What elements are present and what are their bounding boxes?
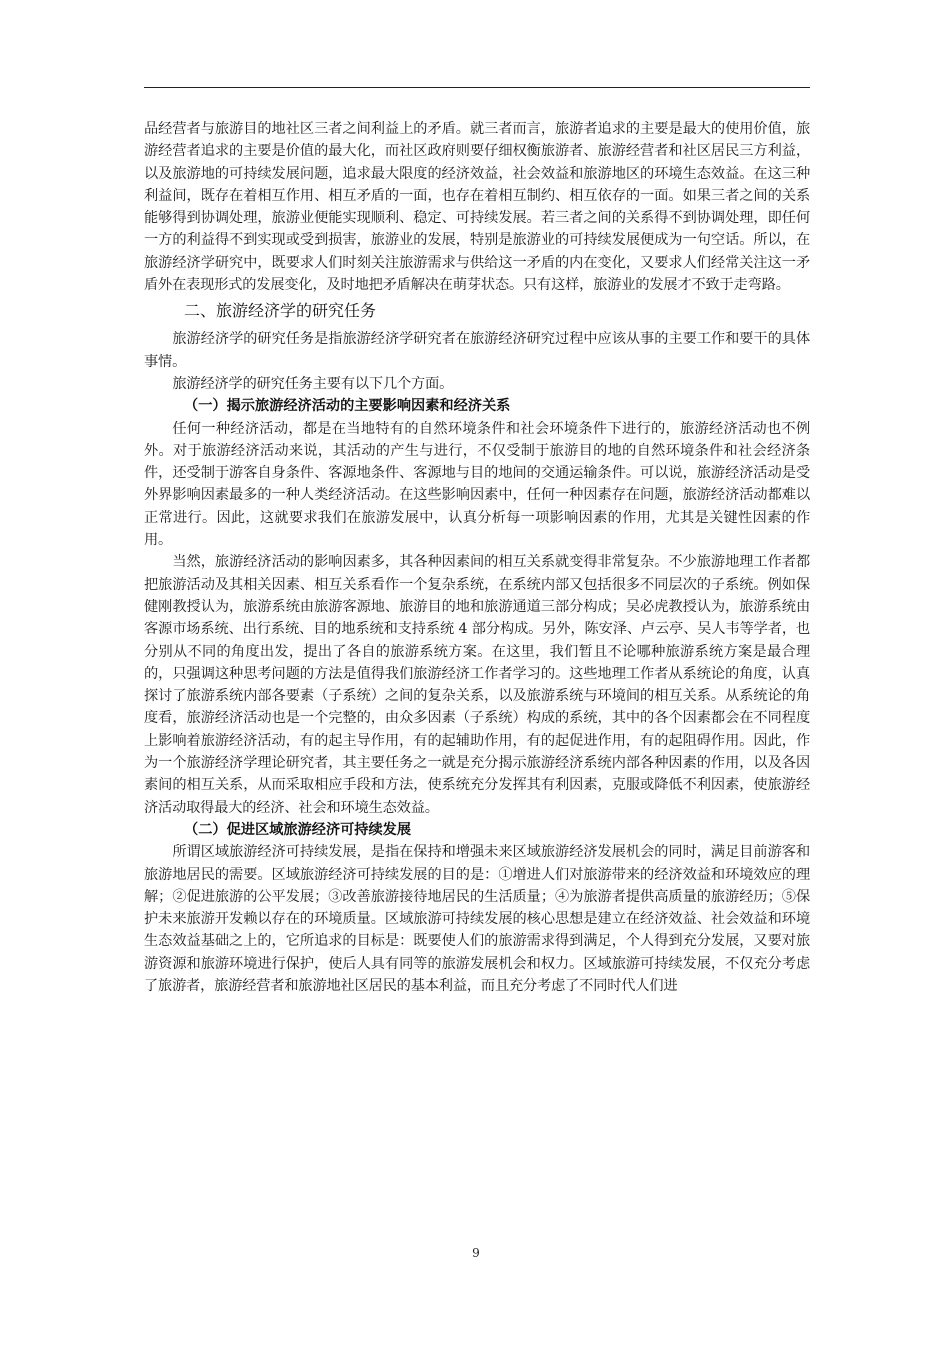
paragraph-sustainable-development: 所谓区域旅游经济可持续发展，是指在保持和增强未来区域旅游经济发展机会的同时，满足目前游客和旅游地居民的需要。区域旅游经济可持续发展的目的是：①增进人们对旅游带来的经济效益和环境效应的理解；②促进旅游的公平发展；③改善旅游接待地居民的生活质量；④为旅游者提供高质量的旅游经历；⑤保护未来旅游开发赖以存在的环境质量。区域旅游可持续发展的核心思想是建立在经济效益、社会效益和环境生态效益基础之上的，它所追求的目标是：既要使人们的旅游需求得到满足，个人得到充分发展，又要对旅游资源和旅游环境进行保护，使后人具有同等的旅游发展机会和权力。区域旅游可持续发展，不仅充分考虑了旅游者，旅游经营者和旅游地社区居民的基本利益，而且充分考虑了不同时代人们进 <box>144 844 810 994</box>
subheading-sustainable-development: （二）促进区域旅游经济可持续发展 <box>184 821 412 838</box>
header-rule <box>144 87 810 88</box>
section-heading-research-tasks: 二、旅游经济学的研究任务 <box>184 301 377 321</box>
paragraph-task-definition: 旅游经济学的研究任务是指旅游经济学研究者在旅游经济研究过程中应该从事的主要工作和要干的具体事情。 <box>144 331 810 370</box>
subheading-influencing-factors: （一）揭示旅游经济活动的主要影响因素和经济关系 <box>184 398 511 415</box>
paragraph-influencing-factors: 任何一种经济活动，都是在当地特有的自然环境条件和社会环境条件下进行的，旅游经济活动也不例外。对于旅游经济活动来说，其活动的产生与进行，不仅受制于旅游目的地的自然环境条件和社会经济条件，还受制于游客自身条件、客源地条件、客源地与目的地间的交通运输条件。可以说，旅游经济活动是受外界影响因素最多的一种人类经济活动。在这些影响因素中，任何一种因素存在问题，旅游经济活动都难以正常进行。因此，这就要求我们在旅游发展中，认真分析每一项影响因素的作用，尤其是关键性因素的作用。 <box>144 420 810 549</box>
paragraph-task-intro: 旅游经济学的研究任务主要有以下几个方面。 <box>172 375 454 392</box>
page-body <box>144 118 810 997</box>
page-number: 9 <box>472 1246 480 1260</box>
paragraph-continuation: 品经营者与旅游目的地社区三者之间利益上的矛盾。就三者而言，旅游者追求的主要是最大的使用价值，旅游经营者追求的主要是价值的最大化，而社区政府则要仔细权衡旅游者、旅游经营者和社区居民三方利益，以及旅游地的可持续发展问题，追求最大限度的经济效益，社会效益和旅游地区的环境生态效益。在这三种利益间，既存在着相互作用、相互矛盾的一面，也存在着相互制约、相互依存的一面。如果三者之间的关系能够得到协调处理，旅游业便能实现顺利、稳定、可持续发展。若三者之间的关系得不到协调处理，即任何一方的利益得不到实现或受到损害，旅游业的发展，特别是旅游业的可持续发展便成为一句空话。所以，在旅游经济学研究中，既要求人们时刻关注旅游需求与供给这一矛盾的内在变化，又要求人们经常关注这一矛盾外在表现形式的发展变化，及时地把矛盾解决在萌芽状态。只有这样，旅游业的发展才不致于走弯路。 <box>144 121 810 294</box>
paragraph-tourism-system: 当然，旅游经济活动的影响因素多，其各种因素间的相互关系就变得非常复杂。不少旅游地理工作者都把旅游活动及其相关因素、相互关系看作一个复杂系统，在系统内部又包括很多不同层次的子系统。例如保健刚教授认为，旅游系统由旅游客源地、旅游目的地和旅游通道三部分构成；吴必虎教授认为，旅游系统由客源市场系统、出行系统、目的地系统和支持系统 4 部分构成。另外，陈安泽、卢云亭、吴人韦等学者，也分别从不同的角度出发，提出了各自的旅游系统方案。在这里，我们暂且不论哪种旅游系统方案是最合理的，只强调这种思考问题的方法是值得我们旅游经济工作者学习的。这些地理工作者从系统论的角度，认真探讨了旅游系统内部各要素（子系统）之间的复杂关系，以及旅游系统与环境间的相互关系。从系统论的角度看，旅游经济活动也是一个完整的，由众多因素（子系统）构成的系统，其中的各个因素都会在不同程度上影响着旅游经济活动，有的起主导作用，有的起辅助作用，有的起促进作用，有的起阻碍作用。因此，作为一个旅游经济学理论研究者，其主要任务之一就是充分揭示旅游经济系统内部各种因素的作用，以及各因素间的相互关系，从而采取相应手段和方法，使系统充分发挥其有利因素，克服或降低不利因素，使旅游经济活动取得最大的经济、社会和环境生态效益。 <box>144 554 810 816</box>
